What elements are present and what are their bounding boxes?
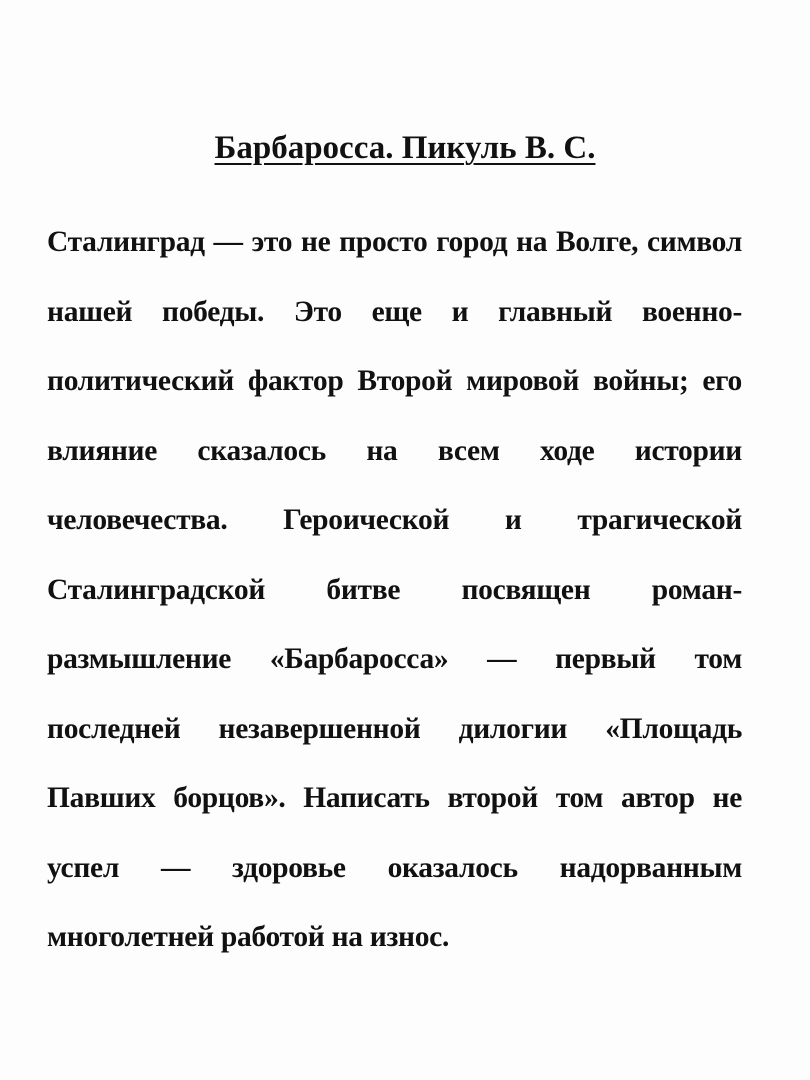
paragraph-line: Сталинградской битве посвящен роман- <box>47 573 742 606</box>
document-title <box>0 128 810 168</box>
paragraph-line: размышление «Барбаросса» — первый том <box>47 643 742 675</box>
body-paragraph <box>47 208 742 973</box>
paragraph-line: многолетней работой на износ. <box>47 921 450 953</box>
paragraph-line: Сталинград — это не просто город на Волге, символ <box>47 226 742 258</box>
paragraph-line: человечества. Героической и трагической <box>47 504 742 536</box>
title-text: Барбаросса. Пикуль В. С. <box>214 130 596 166</box>
paragraph-line: влияние сказалось на всем ходе истории <box>47 434 742 467</box>
paragraph-line: нашей победы. Это еще и главный военно- <box>47 295 742 328</box>
paragraph-line: успел — здоровье оказалось надорванным <box>47 851 742 884</box>
paragraph-line: последней незавершенной дилогии «Площадь <box>47 712 742 745</box>
paragraph-line: Павших борцов». Написать второй том автор не <box>47 782 742 814</box>
paragraph-line: политический фактор Второй мировой войны; его <box>47 365 742 397</box>
